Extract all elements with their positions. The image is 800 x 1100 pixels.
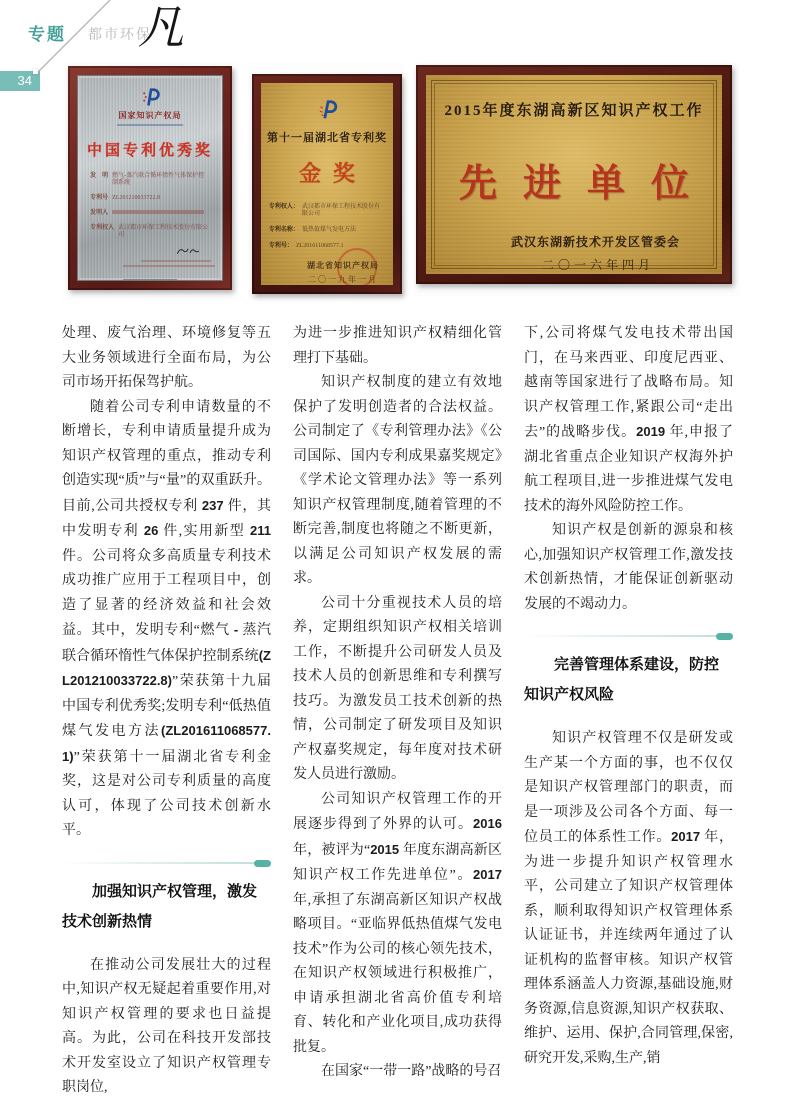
topic-label: 专题 — [28, 25, 66, 44]
article-column-3 — [524, 322, 733, 1071]
divider-line — [62, 862, 269, 864]
plaque1-issuer: 国家知识产权局 — [118, 111, 182, 121]
field-value: ZL201210033722.8 — [112, 195, 160, 202]
field-label: 发明人 — [90, 210, 109, 217]
section-divider — [62, 859, 271, 868]
section-heading: 加强知识产权管理，激发技术创新热情 — [62, 882, 258, 930]
field-label: 专利权人 — [90, 225, 115, 232]
plaque-frame — [68, 66, 232, 290]
article-column-2 — [293, 322, 502, 1085]
field-label: 专利权人： — [268, 204, 299, 210]
plaque1-field-row — [90, 210, 210, 217]
field-value — [112, 210, 210, 217]
field-label: 专利名称： — [268, 227, 299, 233]
magazine-logo-glyph: 凡 — [138, 2, 184, 53]
plaque2-title: 第十一届湖北省专利奖 — [267, 132, 387, 144]
award-photo-china-patent — [62, 62, 238, 300]
field-value: 武汉都市环保工程技术股份有限公司 — [301, 204, 380, 217]
divider-pill-icon — [716, 633, 733, 640]
plaque-frame — [416, 65, 732, 284]
body-paragraph: 公司知识产权管理工作的开展逐步得到了外界的认可。2016 年，被评为“2015 年度东湖高新区知识产权工作先进单位”。2017 年,承担了东湖高新区知识产权战略项目。“亚临界低热值煤气发电技术”作为公司的核心领先技术，在知识产权领域进行积极推广，申请承担湖北省高价值专利培育、转化和产业化项目,成功获得批复。 — [293, 791, 503, 1055]
plaque3-title: 先进单位 — [458, 163, 715, 205]
plaque-plate — [77, 75, 223, 281]
field-value: 武汉都市环保工程技术股份有限公司 — [118, 225, 209, 239]
plaque1-english-line — [117, 124, 183, 126]
plaque-plate — [261, 83, 393, 285]
plaque1-small-line — [123, 265, 215, 267]
award-photo-hubei-gold — [248, 62, 404, 300]
plaque2-date: 二〇一九年一月 — [308, 275, 378, 284]
field-label: 专利号 — [90, 195, 109, 202]
body-paragraph: 为进一步推进知识产权精细化管理打下基础。 — [293, 326, 502, 366]
body-paragraph: 在推动公司发展壮大的过程中,知识产权无疑起着重要作用,对知识产权管理的要求也日益提高。为此，公司在科技开发部技术开发室设立了知识产权管理专职岗位, — [62, 957, 271, 1095]
plaque-plate — [426, 75, 722, 274]
page-number-corner-square — [33, 69, 38, 74]
field-value: 燃气-蒸汽联合循环惰性气体保护控制系统 — [112, 173, 205, 187]
plaque2-award: 金奖 — [298, 161, 367, 186]
plaque3-date: 二〇一六年四月 — [541, 258, 654, 272]
section-heading: 完善管理体系建设，防控知识产权风险 — [524, 656, 720, 703]
plaque1-date-line — [123, 279, 177, 281]
plaque3-issuer: 武汉东湖新技术开发区管委会 — [510, 235, 680, 249]
field-value: ZL201611068577.1 — [295, 243, 344, 249]
magazine-name: 都市环保 — [88, 26, 152, 42]
body-paragraph: 知识产权制度的建立有效地保护了发明创造者的合法权益。公司制定了《专利管理办法》《公司国际、国内专利成果嘉奖规定》《学术论文管理办法》等一系列知识产权管理制度,随着管理的不断完善,制度也将随之不断更新，以满足公司知识产权发展的需求。 — [293, 375, 502, 586]
sipo-logo-icon — [135, 87, 165, 108]
plaque2-field-row — [269, 243, 385, 250]
plaque1-small-line — [141, 260, 211, 262]
plaque2-footer — [307, 260, 379, 285]
plaque2-fields — [269, 204, 385, 250]
award-photo-advanced-unit — [414, 63, 740, 296]
page-number-badge: 34 — [0, 71, 40, 91]
body-paragraph: 公司十分重视技术人员的培养，定期组织知识产权相关培训工作，不断提升公司研发人员及技术人员的创新思维和专利撰写技巧。为激发员工技术创新的热情，公司制定了研发项目及知识产权嘉奖规定，每年度对技术研发人员进行激励。 — [293, 595, 502, 782]
body-paragraph: 知识产权是创新的源泉和核心,加强知识产权管理工作,激发技术创新热情，才能保证创新驱动发展的不竭动力。 — [524, 523, 733, 612]
divider-pill-icon — [254, 860, 271, 867]
body-paragraph: 在国家“一带一路”战略的号召 — [321, 1064, 502, 1079]
plaque3-subtitle: 2015年度东湖高新区知识产权工作 — [444, 103, 704, 119]
article-column-1 — [62, 322, 271, 1100]
plaque2-field-row — [269, 227, 385, 234]
plaque1-title: 中国专利优秀奖 — [86, 143, 213, 160]
plaque1-field-row — [90, 173, 210, 187]
body-paragraph: 下,公司将煤气发电技术带出国门，在马来西亚、印度尼西亚、越南等国家进行了战略布局。知识产权管理工作,紧跟公司“走出去”的战略步伐。2019 年,申报了湖北省重点企业知识产权海外护航工程项目,进一步推进煤气发电技术的海外风险防控工作。 — [524, 326, 734, 514]
plaque1-field-row — [90, 195, 210, 202]
field-label: 发 明 — [90, 173, 109, 180]
field-value: 低热值煤气发电方法 — [301, 227, 356, 233]
plaque2-issuer: 湖北省知识产权局 — [307, 261, 379, 270]
plaque1-field-row — [90, 225, 210, 239]
plaque2-field-row — [269, 204, 385, 218]
body-paragraph: 随着公司专利申请数量的不断增长，专利申请质量提升成为知识产权管理的重点，推动专利创造实现“质”与“量”的双重跃升。目前,公司共授权专利 237 件，其中发明专利 26 件,实用新型 211 件。公司将众多高质量专利技术成功推广应用于工程项目中，创造了显著的经济效益和社会效益。其中，发明专利“燃气 - 蒸汽联合循环惰性气体保护控制系统(ZL201210033722.8)”荣获第十九届中国专利优秀奖;发明专利“低热值煤气发电方法(ZL201611068577.1)”荣获第十一届湖北省专利金奖，这是对公司专利质量的高度认可，体现了公司技术创新水平。 — [62, 399, 272, 838]
body-paragraph: 处理、废气治理、环境修复等五大业务领域进行全面布局，为公司市场开拓保驾护航。 — [62, 326, 271, 390]
plaque1-fields — [90, 173, 210, 239]
section-divider — [524, 632, 733, 641]
divider-line — [524, 635, 731, 637]
field-label: 专利号： — [268, 243, 293, 249]
body-paragraph: 知识产权管理不仅是研发或生产某一个方面的事，也不仅仅是知识产权管理部门的职责，而是一项涉及公司各个方面、每一位员工的体系性工作。2017 年，为进一步提升知识产权管理水平，公司建立了知识产权管理体系，顺利取得知识产权管理体系认证证书，并连续两年通过了认证机构的监督审核。知识产权管理体系涵盖人力资源,基础设施,财务资源,信息资源,知识产权获取、维护、运用、保护,合同管理,保密,研究开发,采购,生产,销 — [524, 731, 733, 1066]
patent-award-logo-icon — [312, 99, 342, 121]
signature-icon — [171, 247, 205, 255]
plaque-frame — [252, 74, 402, 294]
